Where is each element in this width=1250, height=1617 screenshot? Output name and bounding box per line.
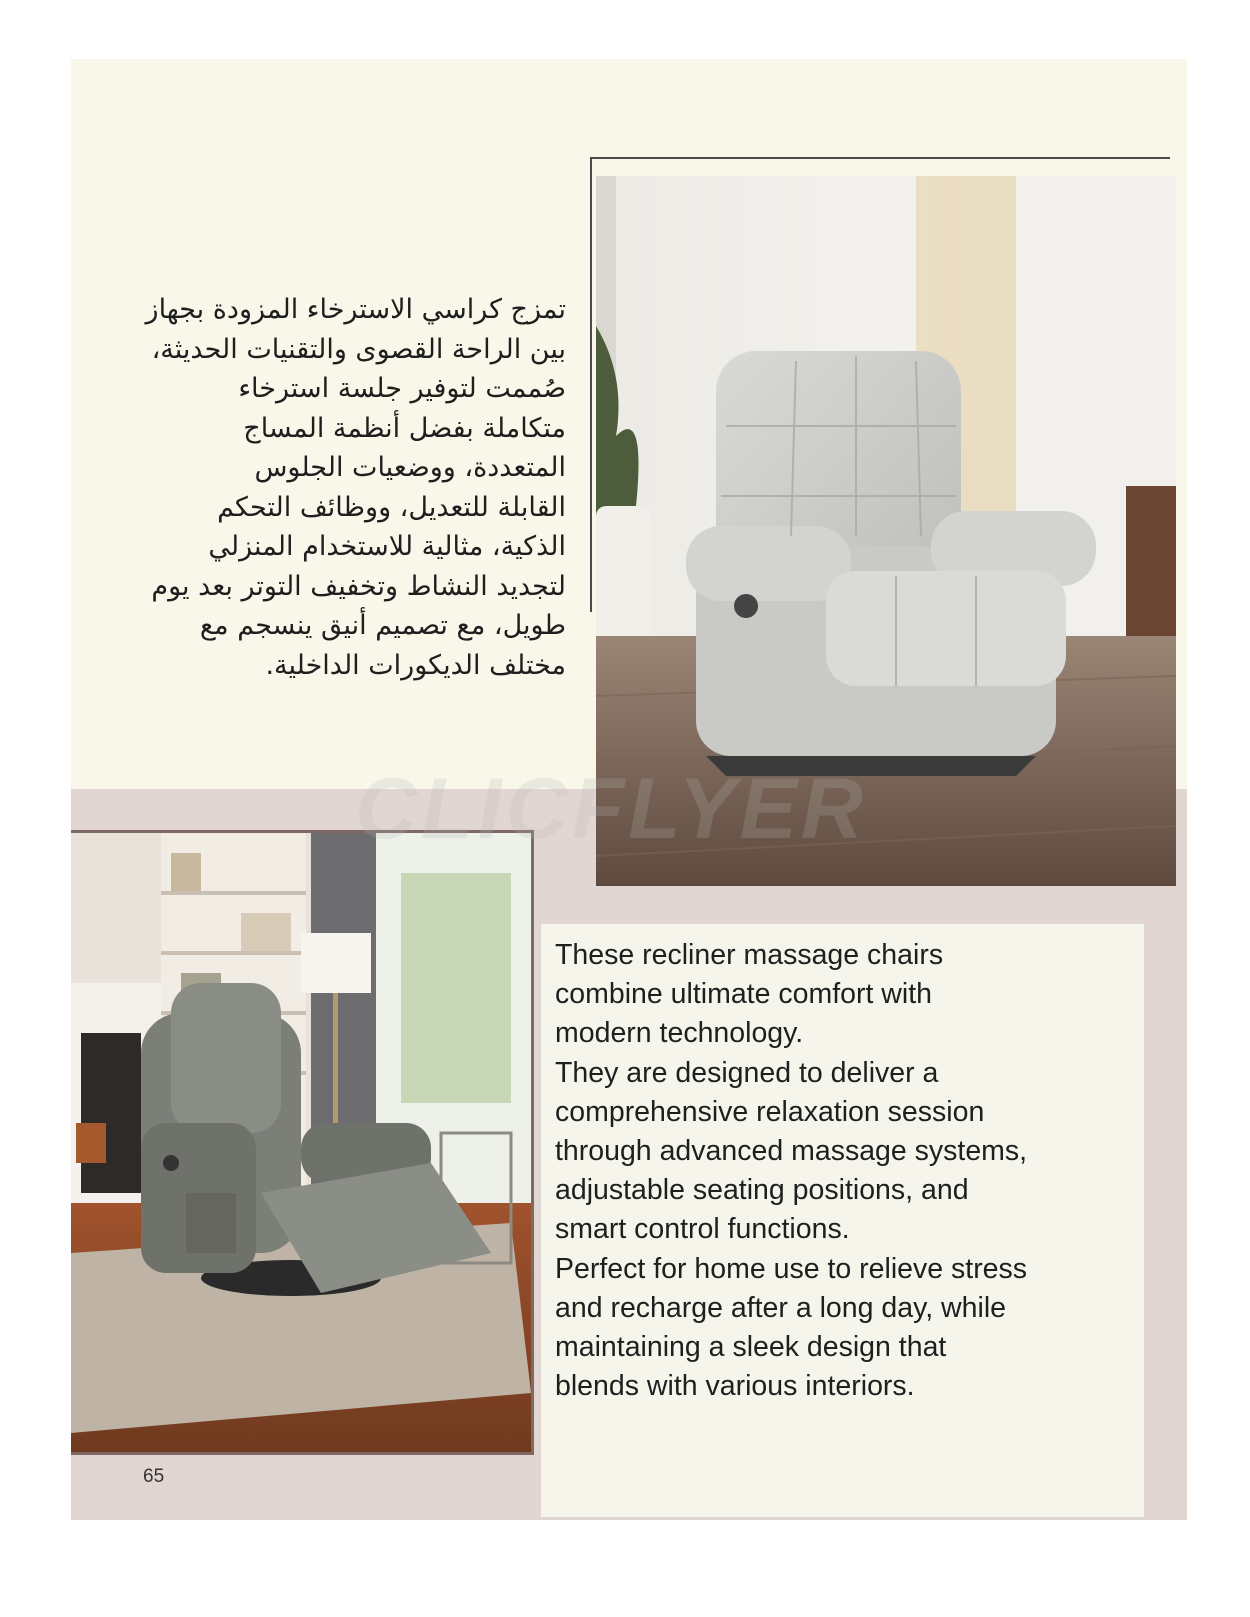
watermark: CLICFLYER <box>355 761 868 857</box>
english-description: These recliner massage chairs combine ultimate comfort with modern technology. They are designed to deliver a comprehensive relaxation session through advanced massage systems, adjustable seating positions, and smart control functions. Perfect for home use to relieve stress and recharge after a long day, while maintaining a sleek design that blends with various interiors. <box>555 939 1028 1403</box>
english-text-box <box>541 924 1144 1517</box>
page-number: 65 <box>143 1466 165 1487</box>
frame-line-horizontal <box>590 157 1170 159</box>
arabic-description: تمزج كراسي الاسترخاء المزودة بجهاز بين الراحة القصوى والتقنيات الحديثة، صُممت لتوفير جلسة استرخاء متكاملة بفضل أنظمة المساج المتعددة، ووضعيات الجلوس القابلة للتعديل، ووظائف التحكم الذكية، مثالية للاستخدام المنزلي لتجديد النشاط وتخفيف التوتر بعد يوم طويل، مع تصميم أنيق ينسجم مع مختلف الديكورات الداخلية. <box>145 294 566 681</box>
frame-line-vertical <box>590 157 592 612</box>
gray-recliner-living-room-photo <box>71 830 534 1455</box>
